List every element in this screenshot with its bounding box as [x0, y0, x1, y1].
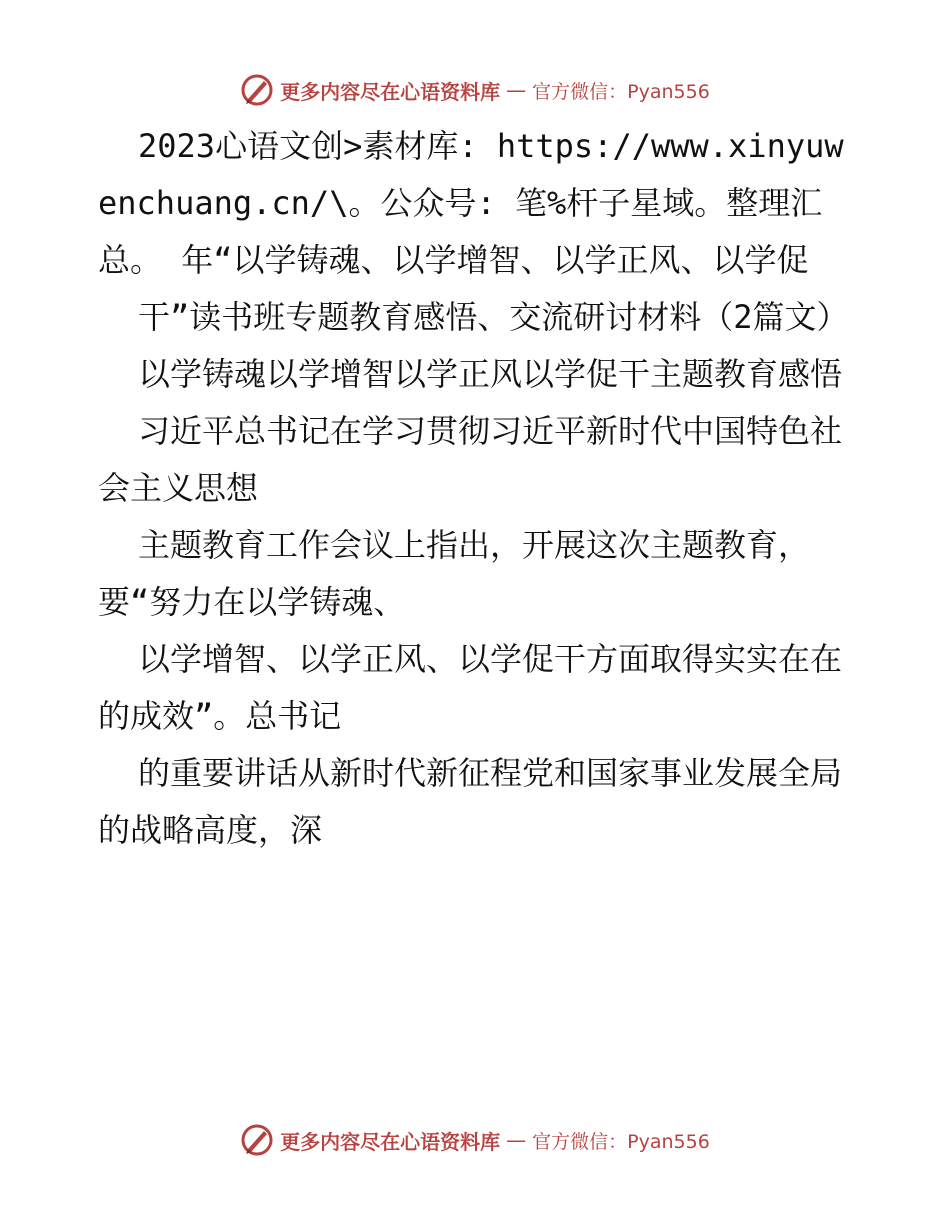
banner-wechat-text: 官方微信：Pyan556: [532, 80, 710, 103]
footer-banner: [0, 1120, 950, 1160]
pen-logo-icon: [240, 1123, 274, 1157]
banner-main-text: 更多内容尽在心语资料库: [280, 79, 501, 104]
banner-separator: —: [506, 78, 527, 102]
paragraph: 2023心语文创>素材库: https://www.xinyuwenchuang.cn/\。公众号: 笔%杆子星域。整理汇总。 年“以学铸魂、以学增智、以学正风、以学促: [98, 127, 844, 279]
paragraph: 干”读书班专题教育感悟、交流研讨材料（2篇文）: [138, 298, 849, 336]
paragraph: 的重要讲话从新时代新征程党和国家事业发展全局的战略高度，深: [98, 754, 843, 849]
paragraph: 以学铸魂以学增智以学正风以学促干主题教育感悟: [138, 355, 843, 393]
paragraph: 以学增智、以学正风、以学促干方面取得实实在在的成效”。总书记: [98, 640, 843, 735]
document-body: [98, 118, 858, 859]
banner-separator: —: [506, 1128, 527, 1152]
banner-wechat-text: 官方微信：Pyan556: [532, 1130, 710, 1153]
pen-logo-icon: [240, 73, 274, 107]
banner-main-text: 更多内容尽在心语资料库: [280, 1129, 501, 1154]
paragraph: 习近平总书记在学习贯彻习近平新时代中国特色社会主义思想: [98, 412, 843, 507]
header-banner: [0, 70, 950, 110]
paragraph: 主题教育工作会议上指出，开展这次主题教育，要“努力在以学铸魂、: [98, 526, 811, 621]
